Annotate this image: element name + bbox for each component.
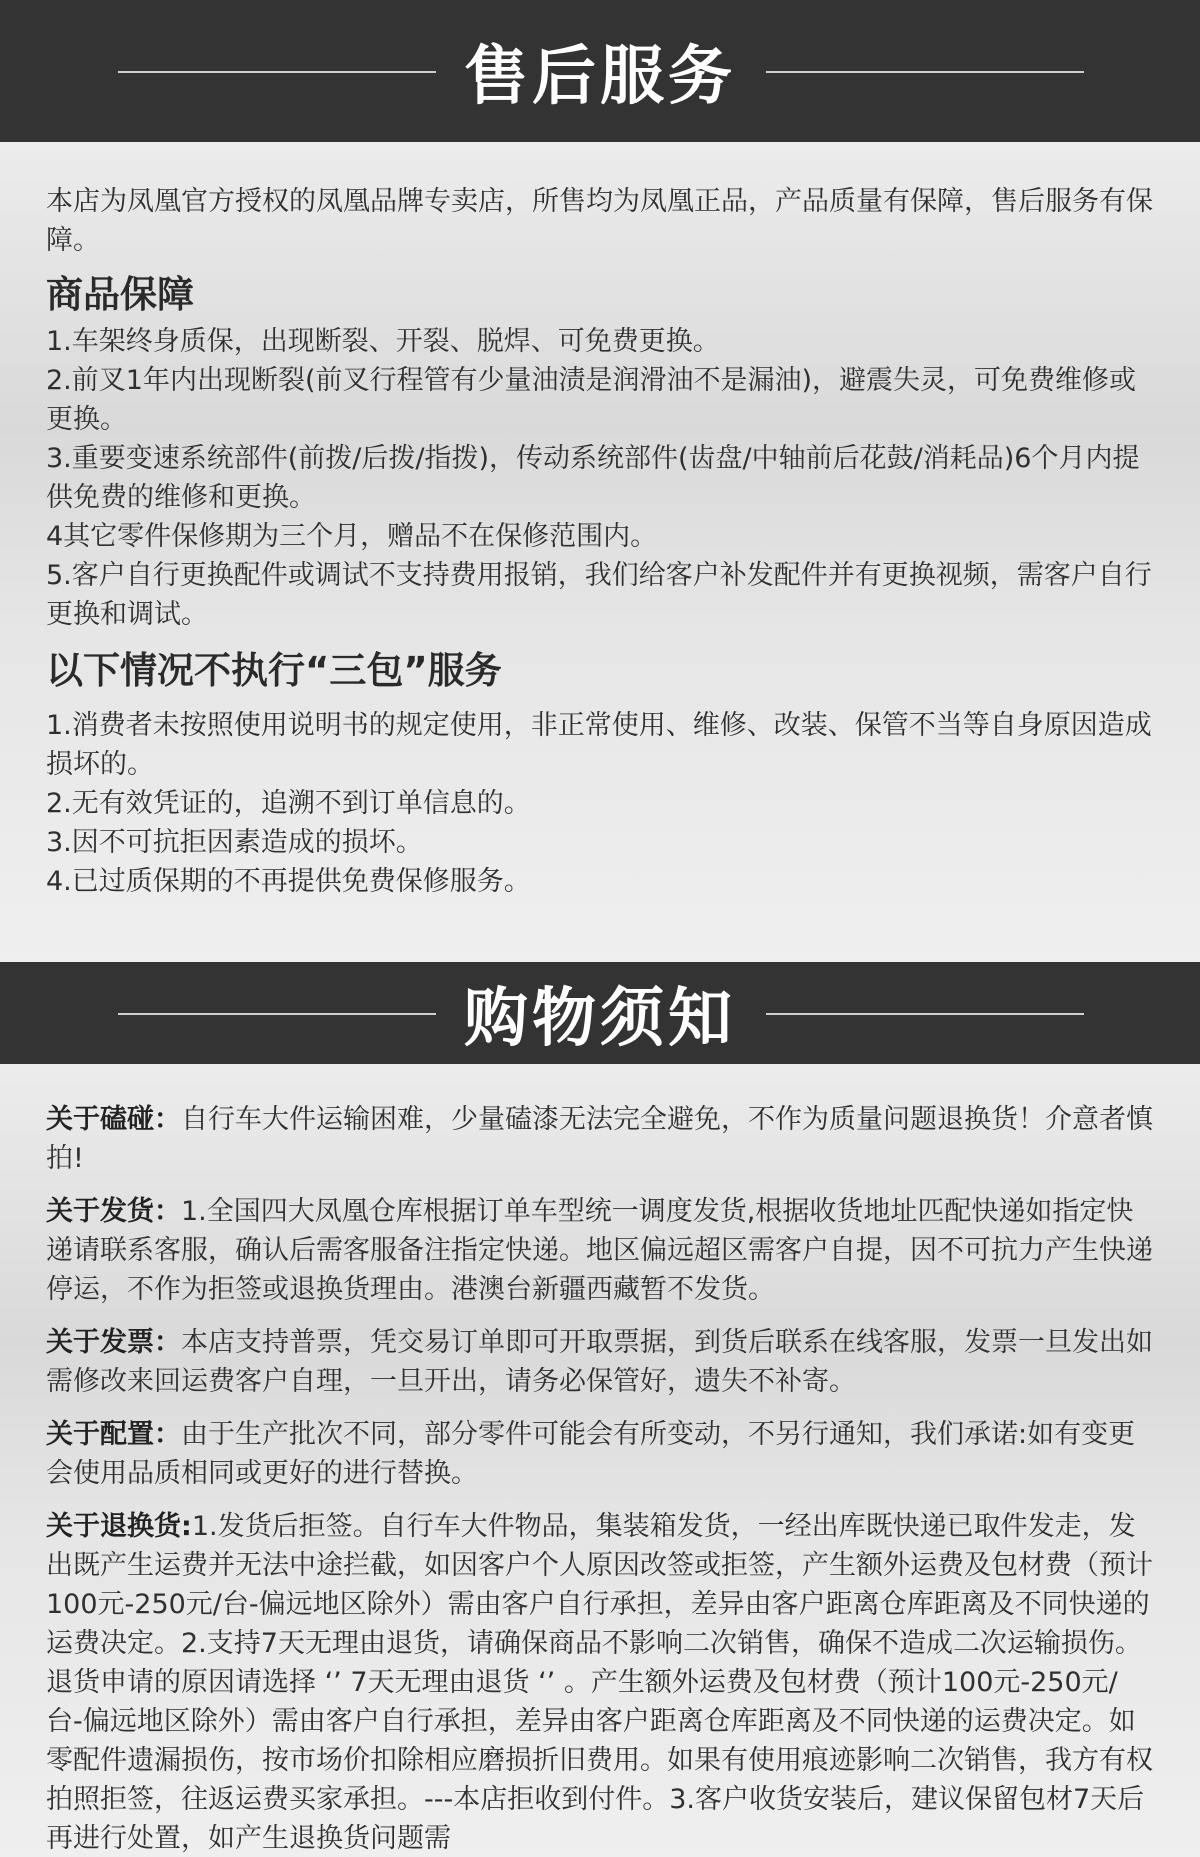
exclusion-heading: 以下情况不执行“三包”服务 [46,649,502,692]
notice-label: 关于配置： [46,1419,181,1450]
notice-text: 自行车大件运输困难，少量磕漆无法完全避免，不作为质量问题退换货！介意者慎拍! [46,1104,1153,1174]
notice-label: 关于发票： [46,1327,181,1358]
after-sales-title: 售后服务 [464,40,736,114]
notice-shipping [46,1192,1154,1309]
notice-label: 关于磕碰： [46,1104,181,1135]
guarantee-item: 2.前叉1年内出现断裂(前叉行程管有少量油渍是润滑油不是漏油)，避震失灵，可免费维修或更换。 [46,365,1137,435]
guarantee-item: 1.车架终身质保，出现断裂、开裂、脱焊、可免费更换。 [46,326,720,357]
guarantee-heading: 商品保障 [46,273,194,316]
banner-divider-right [766,1013,1084,1015]
guarantee-item: 5.客户自行更换配件或调试不支持费用报销，我们给客户补发配件并有更换视频，需客户自行更换和调试。 [46,560,1152,630]
banner-divider-right [766,71,1084,73]
banner-divider-left [118,71,436,73]
notice-label: 关于退换货: [46,1511,192,1542]
banner-divider-left [118,1013,436,1015]
notice-invoice [46,1323,1154,1401]
exclusion-item: 4.已过质保期的不再提供免费保修服务。 [46,866,531,897]
shopping-notice-banner [0,962,1200,1064]
notice-text: 1.发货后拒签。自行车大件物品，集装箱发货，一经出库既快递已取件发走，发出既产生运费并无法中途拦截，如因客户个人原因改签或拒签，产生额外运费及包材费（预计100元-250元/台-偏远地区除外）需由客户自行承担，差异由客户距离仓库距离及不同快递的运费决定。2.支持7天无理由退货，请确保商品不影响二次销售，确保不造成二次运输损伤。退货申请的原因请选择 ‘’ 7天无理由退货 ‘’ 。产生额外运费及包材费（预计100元-250元/台-偏远地区除外）需由客户自行承担，差异由客户距离仓库距离及不同快递的运费决定。如零配件遗漏损伤，按市场价扣除相应磨损折旧费用。如果有使用痕迹影响二次销售，我方有权拍照拒签，往返运费买家承担。---本店拒收到付件。3.客户收货安装后，建议保留包材7天后再进行处置，如产生退换货问题需 [46,1511,1153,1854]
intro-paragraph: 本店为凤凰官方授权的凤凰品牌专卖店，所售均为凤凰正品，产品质量有保障，售后服务有保障。 [46,186,1153,256]
notice-text: 本店支持普票，凭交易订单即可开取票据，到货后联系在线客服，发票一旦发出如需修改来回运费客户自理，一旦开出，请务必保管好，遗失不补寄。 [46,1327,1153,1397]
shopping-notice-title: 购物须知 [464,982,736,1056]
notice-label: 关于发货： [46,1196,181,1227]
exclusion-item: 1.消费者未按照使用说明书的规定使用，非正常使用、维修、改装、保管不当等自身原因造成损坏的。 [46,710,1152,780]
notice-text: 由于生产批次不同，部分零件可能会有所变动，不另行通知，我们承诺:如有变更会使用品质相同或更好的进行替换。 [46,1419,1136,1489]
notice-collision [46,1100,1154,1178]
exclusion-item: 3.因不可抗拒因素造成的损坏。 [46,827,423,858]
notice-configuration [46,1415,1154,1493]
guarantee-item: 4其它零件保修期为三个月，赠品不在保修范围内。 [46,521,658,552]
notice-text: 1.全国四大凤凰仓库根据订单车型统一调度发货,根据收货地址匹配快递如指定快递请联系客服，确认后需客服备注指定快递。地区偏远超区需客户自提，因不可抗力产生快递停运，不作为拒签或退换货理由。港澳台新疆西藏暂不发货。 [46,1196,1153,1305]
after-sales-section [0,142,1200,962]
exclusion-item: 2.无有效凭证的，追溯不到订单信息的。 [46,788,531,819]
after-sales-banner [0,0,1200,142]
shopping-notice-section [0,1064,1200,1857]
guarantee-list [46,322,1154,634]
notice-returns [46,1507,1154,1857]
exclusion-list [46,706,1154,901]
guarantee-item: 3.重要变速系统部件(前拨/后拨/指拨)，传动系统部件(齿盘/中轴前后花鼓/消耗品)6个月内提供免费的维修和更换。 [46,443,1140,513]
